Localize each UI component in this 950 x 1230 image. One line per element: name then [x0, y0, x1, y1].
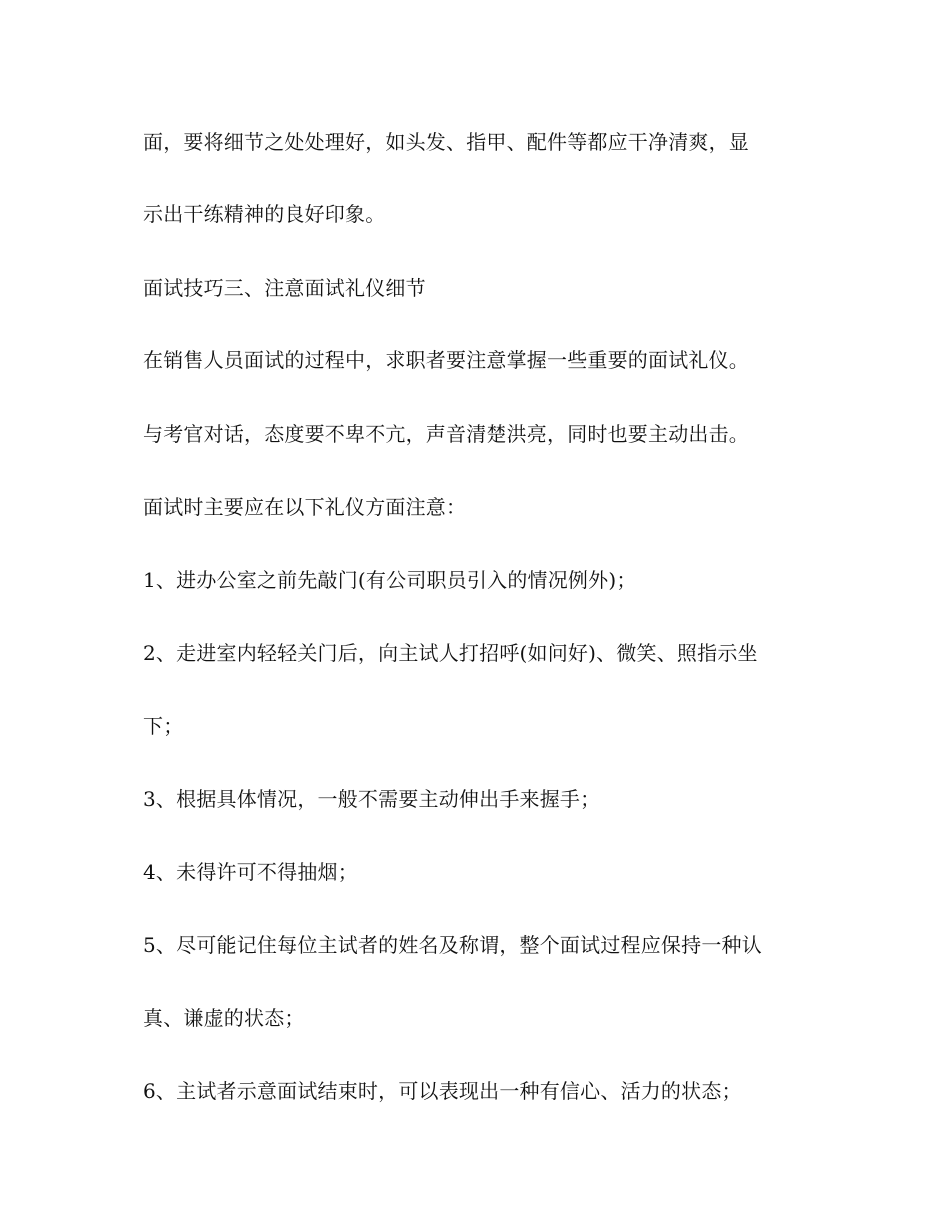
list-item-1: 1、进办公室之前先敲门(有公司职员引入的情况例外)； [143, 568, 637, 592]
text-line-6: 面试时主要应在以下礼仪方面注意： [143, 495, 467, 519]
list-item-5: 5、尽可能记住每位主试者的姓名及称谓，整个面试过程应保持一种认 [143, 933, 762, 957]
text-line-4: 在销售人员面试的过程中，求职者要注意掌握一些重要的面试礼仪。 [143, 348, 749, 372]
list-item-2: 2、走进室内轻轻关门后，向主试人打招呼(如问好)、微笑、照指示坐 [143, 641, 758, 665]
list-item-5-cont: 真、谦虚的状态； [143, 1006, 305, 1030]
list-item-4: 4、未得许可不得抽烟； [143, 860, 358, 884]
section-heading: 面试技巧三、注意面试礼仪细节 [143, 276, 426, 300]
text-line-5: 与考官对话，态度要不卑不亢，声音清楚洪亮，同时也要主动出击。 [143, 422, 749, 446]
list-item-3: 3、根据具体情况，一般不需要主动伸出手来握手； [143, 787, 601, 811]
text-line-2: 示出干练精神的良好印象。 [143, 202, 386, 226]
list-item-2-cont: 下； [143, 714, 184, 738]
list-item-6: 6、主试者示意面试结束时，可以表现出一种有信心、活力的状态； [143, 1079, 742, 1103]
text-line-1: 面，要将细节之处处理好，如头发、指甲、配件等都应干净清爽，显 [143, 130, 749, 154]
